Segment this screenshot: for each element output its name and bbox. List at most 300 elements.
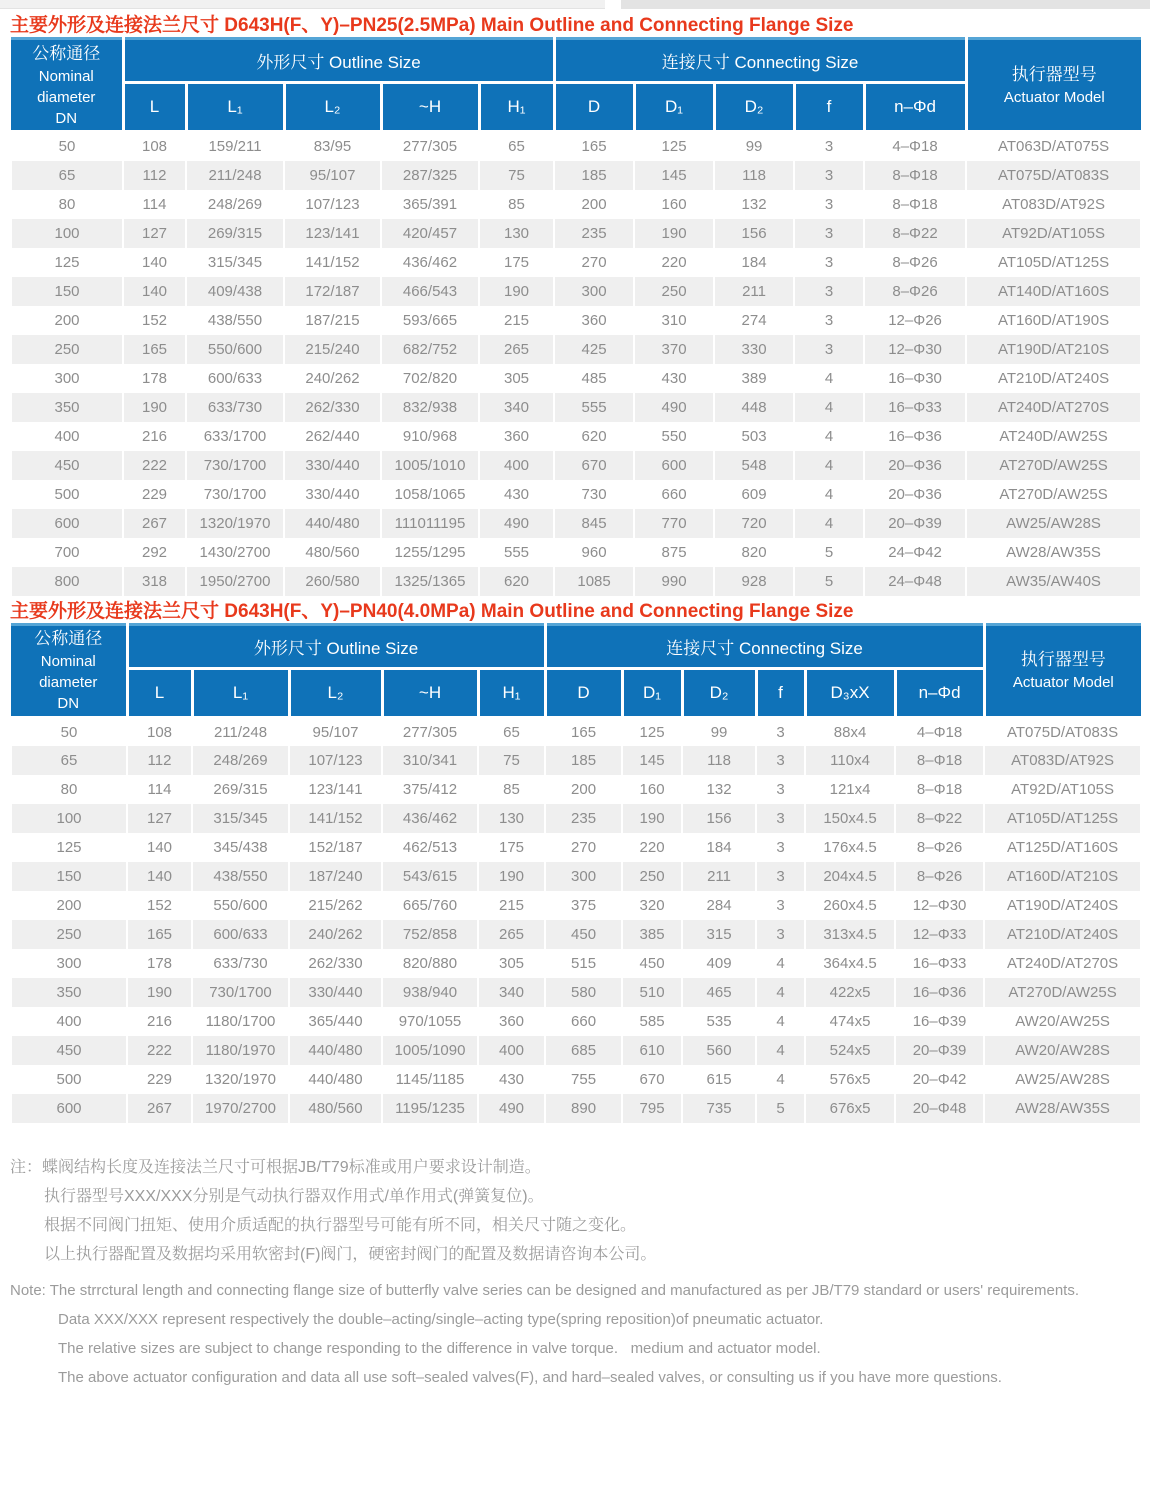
page-content: [0, 10, 1150, 1392]
data-cell: 220: [634, 248, 714, 277]
actuator-header-line: Actuator Model: [1012, 674, 1114, 691]
note-line: 注：蝶阀结构长度及连接法兰尺寸可根据JB/T79标准或用户要求设计制造。: [10, 1159, 541, 1176]
data-cell: 185: [554, 161, 634, 190]
data-cell: 330/440: [284, 451, 381, 480]
data-cell: 4: [756, 978, 805, 1007]
data-cell: 890: [545, 1094, 622, 1123]
data-cell: 510: [622, 978, 682, 1007]
data-cell: 450: [11, 451, 123, 480]
data-cell: 190: [622, 804, 682, 833]
data-cell: 175: [478, 833, 545, 862]
data-cell: 187/240: [289, 862, 382, 891]
data-cell: 277/305: [382, 717, 478, 746]
actuator-model-column-header: [984, 624, 1141, 717]
data-cell: 262/440: [284, 422, 381, 451]
data-cell: 422x5: [805, 978, 895, 1007]
sub-column-header: n–Φd: [864, 83, 966, 132]
data-cell: AT240D/AW25S: [966, 422, 1141, 451]
table-row: [11, 190, 1141, 219]
data-cell: 65: [479, 132, 554, 161]
data-cell: 229: [127, 1065, 192, 1094]
table-row: [11, 306, 1141, 335]
data-cell: AT270D/AW25S: [966, 480, 1141, 509]
sub-column-header: D: [554, 83, 634, 132]
data-cell: 340: [478, 978, 545, 1007]
data-cell: 190: [127, 978, 192, 1007]
table-row: [11, 393, 1141, 422]
data-cell: 50: [11, 717, 127, 746]
data-cell: 3: [756, 804, 805, 833]
data-cell: 990: [634, 567, 714, 596]
data-cell: 3: [756, 775, 805, 804]
sub-column-header: D₂: [714, 83, 794, 132]
sub-column-header: ~H: [381, 83, 479, 132]
data-cell: 12–Φ30: [864, 335, 966, 364]
data-cell: 593/665: [381, 306, 479, 335]
data-cell: 50: [11, 132, 123, 161]
data-cell: 1320/1970: [186, 509, 284, 538]
table-row: [11, 746, 1141, 775]
sub-column-header: L₂: [289, 668, 382, 717]
data-cell: 65: [11, 746, 127, 775]
data-cell: 610: [622, 1036, 682, 1065]
table-row: [11, 451, 1141, 480]
table-row: [11, 1007, 1141, 1036]
data-cell: AW35/AW40S: [966, 567, 1141, 596]
footnotes: [10, 1153, 1140, 1392]
data-cell: 211/248: [186, 161, 284, 190]
data-cell: 560: [682, 1036, 756, 1065]
data-cell: 187/215: [284, 306, 381, 335]
data-cell: 270: [545, 833, 622, 862]
data-cell: 140: [123, 248, 186, 277]
connecting-size-group-header: 连接尺寸 Connecting Size: [545, 624, 984, 668]
data-cell: 248/269: [186, 190, 284, 219]
data-cell: 3: [756, 891, 805, 920]
data-cell: 190: [634, 219, 714, 248]
data-cell: 350: [11, 978, 127, 1007]
data-cell: 1430/2700: [186, 538, 284, 567]
data-cell: 12–Φ33: [895, 920, 984, 949]
data-cell: 111011195: [381, 509, 479, 538]
section-pn25: [10, 10, 1140, 596]
data-cell: 127: [127, 804, 192, 833]
sub-column-header: L₁: [186, 83, 284, 132]
data-cell: 436/462: [381, 248, 479, 277]
data-cell: 16–Φ30: [864, 364, 966, 393]
dn-header-line: Nominal: [40, 653, 96, 670]
data-cell: 216: [127, 1007, 192, 1036]
data-cell: 670: [622, 1065, 682, 1094]
data-cell: 118: [682, 746, 756, 775]
data-cell: AT190D/AT210S: [966, 335, 1141, 364]
data-cell: 365/440: [289, 1007, 382, 1036]
data-cell: 500: [11, 480, 123, 509]
data-cell: 4: [794, 480, 864, 509]
data-cell: 300: [554, 277, 634, 306]
data-cell: 503: [714, 422, 794, 451]
data-cell: 580: [545, 978, 622, 1007]
data-cell: 100: [11, 804, 127, 833]
note-line: 执行器型号XXX/XXX分别是气动执行器双作用式/单作用式(弹簧复位)。: [44, 1188, 544, 1205]
data-cell: 910/968: [381, 422, 479, 451]
data-cell: 345/438: [192, 833, 289, 862]
data-cell: 543/615: [382, 862, 478, 891]
data-cell: AW28/AW35S: [966, 538, 1141, 567]
data-cell: 12–Φ26: [864, 306, 966, 335]
data-cell: 676x5: [805, 1094, 895, 1123]
data-cell: AT240D/AT270S: [984, 949, 1141, 978]
data-cell: 550: [634, 422, 714, 451]
data-cell: 215/262: [289, 891, 382, 920]
actuator-header-line: Actuator Model: [1003, 88, 1105, 106]
table-row: [11, 949, 1141, 978]
data-cell: 4: [756, 1065, 805, 1094]
table-row: [11, 422, 1141, 451]
data-cell: AT92D/AT105S: [966, 219, 1141, 248]
dn-header-line: 公称通径: [34, 629, 103, 648]
data-cell: 633/1700: [186, 422, 284, 451]
data-cell: 200: [554, 190, 634, 219]
data-cell: 277/305: [381, 132, 479, 161]
data-cell: 315/345: [192, 804, 289, 833]
data-cell: 132: [714, 190, 794, 219]
data-cell: 555: [479, 538, 554, 567]
data-cell: 665/760: [382, 891, 478, 920]
data-cell: 222: [123, 451, 186, 480]
data-cell: 730/1700: [192, 978, 289, 1007]
data-cell: 500: [11, 1065, 127, 1094]
data-cell: 178: [127, 949, 192, 978]
data-cell: 1145/1185: [382, 1065, 478, 1094]
data-cell: 465: [682, 978, 756, 1007]
data-cell: 409: [682, 949, 756, 978]
data-cell: 755: [545, 1065, 622, 1094]
data-cell: 260x4.5: [805, 891, 895, 920]
data-cell: 735: [682, 1094, 756, 1123]
data-cell: 75: [478, 746, 545, 775]
data-cell: 400: [11, 1007, 127, 1036]
data-cell: 20–Φ42: [895, 1065, 984, 1094]
data-cell: 1255/1295: [381, 538, 479, 567]
data-cell: 75: [479, 161, 554, 190]
outline-size-group-header: 外形尺寸 Outline Size: [127, 624, 545, 668]
data-cell: 240/262: [284, 364, 381, 393]
data-cell: 265: [479, 335, 554, 364]
data-cell: 125: [634, 132, 714, 161]
data-cell: AT105D/AT125S: [966, 248, 1141, 277]
data-cell: 524x5: [805, 1036, 895, 1065]
data-cell: 141/152: [289, 804, 382, 833]
data-cell: 685: [545, 1036, 622, 1065]
data-cell: 269/315: [192, 775, 289, 804]
data-cell: AT190D/AT240S: [984, 891, 1141, 920]
data-cell: 125: [11, 248, 123, 277]
data-cell: 318: [123, 567, 186, 596]
data-cell: 250: [11, 920, 127, 949]
data-cell: 820: [714, 538, 794, 567]
data-cell: 184: [714, 248, 794, 277]
data-cell: 99: [682, 717, 756, 746]
data-cell: 450: [545, 920, 622, 949]
footnotes-english: [10, 1276, 1140, 1392]
data-cell: 260/580: [284, 567, 381, 596]
data-cell: 548: [714, 451, 794, 480]
data-cell: 107/123: [284, 190, 381, 219]
dn-header-line: 公称通径: [32, 43, 101, 63]
data-cell: 430: [634, 364, 714, 393]
table-row: [11, 978, 1141, 1007]
data-cell: 682/752: [381, 335, 479, 364]
data-cell: 200: [545, 775, 622, 804]
data-cell: 633/730: [192, 949, 289, 978]
data-cell: 3: [794, 248, 864, 277]
data-cell: 204x4.5: [805, 862, 895, 891]
data-cell: 1180/1700: [192, 1007, 289, 1036]
data-cell: 730/1700: [186, 451, 284, 480]
data-cell: 320: [622, 891, 682, 920]
data-cell: 152/187: [289, 833, 382, 862]
data-cell: 720: [714, 509, 794, 538]
data-cell: AT125D/AT160S: [984, 833, 1141, 862]
data-cell: AW28/AW35S: [984, 1094, 1141, 1123]
data-cell: 550/600: [186, 335, 284, 364]
data-cell: 609: [714, 480, 794, 509]
data-cell: AT92D/AT105S: [984, 775, 1141, 804]
data-cell: 262/330: [289, 949, 382, 978]
dn-header-line: diameter: [37, 88, 96, 106]
data-cell: 65: [11, 161, 123, 190]
actuator-header-line: 执行器型号: [1020, 650, 1106, 669]
table-row: [11, 1036, 1141, 1065]
data-cell: 3: [756, 833, 805, 862]
data-cell: 114: [123, 190, 186, 219]
data-cell: 229: [123, 480, 186, 509]
sub-column-header: f: [756, 668, 805, 717]
data-cell: 550/600: [192, 891, 289, 920]
dn-column-header: [11, 39, 123, 132]
table-row: [11, 248, 1141, 277]
dn-column-header: [11, 624, 127, 717]
data-cell: 222: [127, 1036, 192, 1065]
data-cell: 20–Φ39: [895, 1036, 984, 1065]
data-cell: 820/880: [382, 949, 478, 978]
data-cell: 265: [478, 920, 545, 949]
data-cell: 4–Φ18: [895, 717, 984, 746]
data-cell: 185: [545, 746, 622, 775]
table-row: [11, 717, 1141, 746]
data-cell: 184: [682, 833, 756, 862]
data-cell: 576x5: [805, 1065, 895, 1094]
data-cell: 615: [682, 1065, 756, 1094]
data-cell: 438/550: [192, 862, 289, 891]
spec-table-pn25: [10, 37, 1142, 596]
data-cell: 8–Φ26: [895, 833, 984, 862]
data-cell: 474x5: [805, 1007, 895, 1036]
data-cell: 440/480: [289, 1065, 382, 1094]
data-cell: 620: [554, 422, 634, 451]
data-cell: 4–Φ18: [864, 132, 966, 161]
data-cell: 485: [554, 364, 634, 393]
data-cell: 125: [11, 833, 127, 862]
data-cell: 670: [554, 451, 634, 480]
data-cell: 8–Φ18: [895, 775, 984, 804]
data-cell: 440/480: [284, 509, 381, 538]
data-cell: 633/730: [186, 393, 284, 422]
data-cell: 490: [478, 1094, 545, 1123]
data-cell: 248/269: [192, 746, 289, 775]
note-line: The relative sizes are subject to change responding to the difference in valve torque. medium and actuator model.: [58, 1340, 821, 1357]
data-cell: 3: [756, 862, 805, 891]
data-cell: 235: [554, 219, 634, 248]
data-cell: 4: [794, 422, 864, 451]
data-cell: 660: [634, 480, 714, 509]
data-cell: 95/107: [289, 717, 382, 746]
data-cell: 3: [794, 161, 864, 190]
data-cell: 752/858: [382, 920, 478, 949]
note-line: 以上执行器配置及数据均采用软密封(F)阀门，硬密封阀门的配置及数据请咨询本公司。: [44, 1246, 657, 1263]
data-cell: 114: [127, 775, 192, 804]
data-cell: 375: [545, 891, 622, 920]
data-cell: 310: [634, 306, 714, 335]
data-cell: 364x4.5: [805, 949, 895, 978]
data-cell: 190: [123, 393, 186, 422]
data-cell: 5: [756, 1094, 805, 1123]
data-cell: 262/330: [284, 393, 381, 422]
data-cell: 145: [622, 746, 682, 775]
data-cell: 875: [634, 538, 714, 567]
data-cell: AT105D/AT125S: [984, 804, 1141, 833]
data-cell: AT210D/AT240S: [984, 920, 1141, 949]
data-cell: 1058/1065: [381, 480, 479, 509]
data-cell: 178: [123, 364, 186, 393]
data-cell: 176x4.5: [805, 833, 895, 862]
table-row: [11, 804, 1141, 833]
table-row: [11, 538, 1141, 567]
data-cell: 480/560: [284, 538, 381, 567]
data-cell: 330/440: [289, 978, 382, 1007]
table-row: [11, 277, 1141, 306]
note-line: Note: The strrctural length and connecting flange size of butterfly valve series can be designed and manufactured as per JB/T79 standard or users' requirements.: [10, 1282, 1080, 1299]
data-cell: 409/438: [186, 277, 284, 306]
data-cell: 80: [11, 775, 127, 804]
spec-table-pn40: [10, 623, 1142, 1124]
data-cell: 8–Φ18: [895, 746, 984, 775]
data-cell: 8–Φ26: [864, 277, 966, 306]
data-cell: 65: [478, 717, 545, 746]
data-cell: 313x4.5: [805, 920, 895, 949]
data-cell: 3: [794, 190, 864, 219]
data-cell: 16–Φ39: [895, 1007, 984, 1036]
data-cell: 4: [794, 393, 864, 422]
data-cell: 480/560: [289, 1094, 382, 1123]
data-cell: 140: [123, 277, 186, 306]
data-cell: 80: [11, 190, 123, 219]
data-cell: 5: [794, 567, 864, 596]
table-row: [11, 509, 1141, 538]
data-cell: 600: [11, 1094, 127, 1123]
table-row: [11, 161, 1141, 190]
data-cell: 269/315: [186, 219, 284, 248]
data-cell: 125: [622, 717, 682, 746]
data-cell: 315: [682, 920, 756, 949]
data-cell: 300: [545, 862, 622, 891]
data-cell: 462/513: [382, 833, 478, 862]
data-cell: 770: [634, 509, 714, 538]
data-cell: 159/211: [186, 132, 284, 161]
data-cell: 600/633: [186, 364, 284, 393]
connecting-size-group-header: 连接尺寸 Connecting Size: [554, 39, 966, 83]
data-cell: 832/938: [381, 393, 479, 422]
data-cell: 310/341: [382, 746, 478, 775]
data-cell: 730/1700: [186, 480, 284, 509]
data-cell: 400: [478, 1036, 545, 1065]
data-cell: 16–Φ33: [864, 393, 966, 422]
data-cell: 3: [794, 132, 864, 161]
data-cell: AT083D/AT92S: [966, 190, 1141, 219]
data-cell: 250: [622, 862, 682, 891]
outline-size-group-header: 外形尺寸 Outline Size: [123, 39, 554, 83]
data-cell: 5: [794, 538, 864, 567]
data-cell: 215: [479, 306, 554, 335]
data-cell: 150x4.5: [805, 804, 895, 833]
data-cell: 1970/2700: [192, 1094, 289, 1123]
data-cell: 800: [11, 567, 123, 596]
data-cell: 152: [127, 891, 192, 920]
data-cell: 448: [714, 393, 794, 422]
dn-header-line: diameter: [39, 674, 98, 691]
data-cell: 127: [123, 219, 186, 248]
data-cell: AT210D/AT240S: [966, 364, 1141, 393]
data-cell: 330: [714, 335, 794, 364]
data-cell: 4: [794, 364, 864, 393]
data-cell: 420/457: [381, 219, 479, 248]
sub-column-header: f: [794, 83, 864, 132]
data-cell: 250: [634, 277, 714, 306]
data-cell: 99: [714, 132, 794, 161]
data-cell: 3: [794, 277, 864, 306]
table-row: [11, 920, 1141, 949]
data-cell: 200: [11, 891, 127, 920]
data-cell: 20–Φ39: [864, 509, 966, 538]
data-cell: 389: [714, 364, 794, 393]
data-cell: 165: [123, 335, 186, 364]
data-cell: 450: [11, 1036, 127, 1065]
data-cell: 287/325: [381, 161, 479, 190]
sub-column-header: L₁: [192, 668, 289, 717]
actuator-model-column-header: [966, 39, 1141, 132]
data-cell: 1320/1970: [192, 1065, 289, 1094]
data-cell: 438/550: [186, 306, 284, 335]
data-cell: 292: [123, 538, 186, 567]
sub-column-header: H₁: [479, 83, 554, 132]
data-cell: 3: [794, 335, 864, 364]
data-cell: AT075D/AT083S: [966, 161, 1141, 190]
data-cell: 700: [11, 538, 123, 567]
data-cell: 270: [554, 248, 634, 277]
sub-column-header: ~H: [382, 668, 478, 717]
table-row: [11, 1065, 1141, 1094]
data-cell: 118: [714, 161, 794, 190]
data-cell: 365/391: [381, 190, 479, 219]
data-cell: 600/633: [192, 920, 289, 949]
data-cell: 430: [478, 1065, 545, 1094]
data-cell: 150: [11, 862, 127, 891]
data-cell: 400: [479, 451, 554, 480]
data-cell: 140: [127, 833, 192, 862]
data-cell: 160: [622, 775, 682, 804]
data-cell: AT240D/AT270S: [966, 393, 1141, 422]
